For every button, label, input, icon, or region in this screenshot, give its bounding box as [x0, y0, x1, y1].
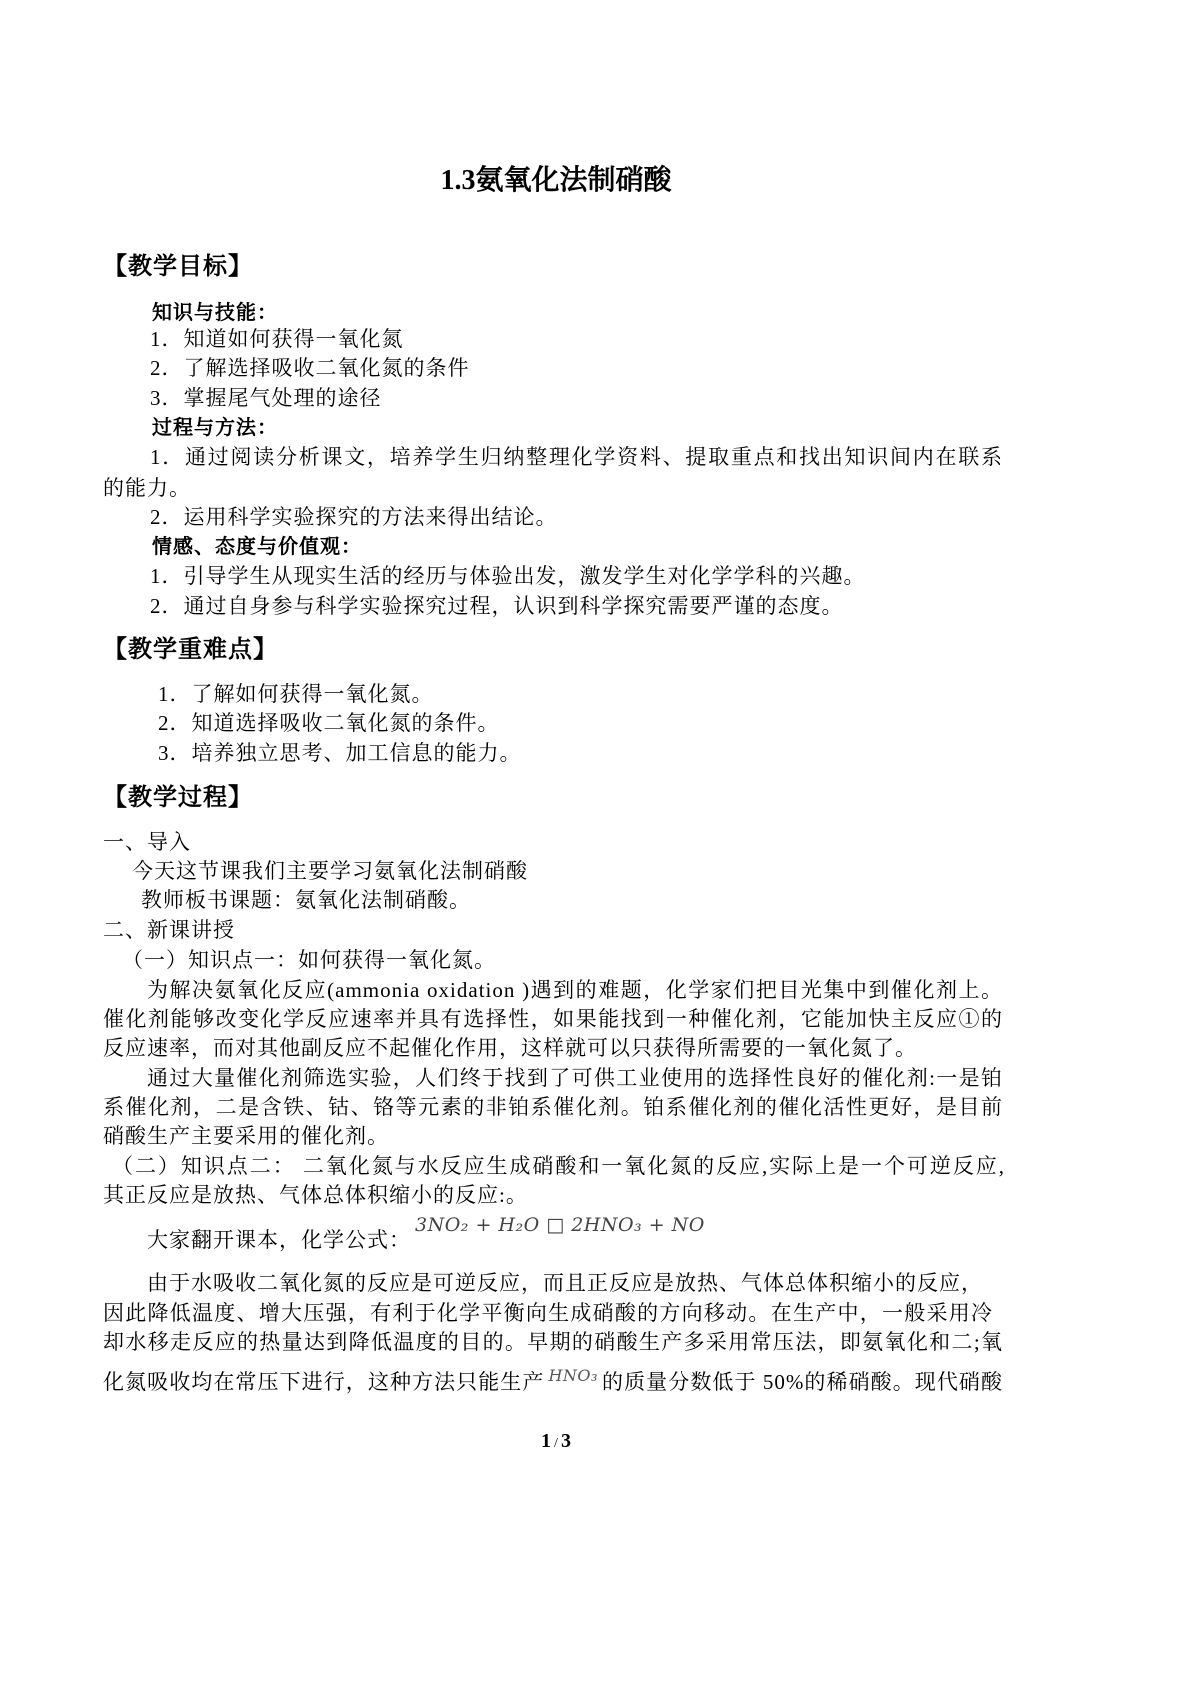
paragraph-line: 催化剂能够改变化学反应速率并具有选择性，如果能找到一种催化剂，它能加快主反应①的 [103, 1007, 1003, 1031]
paragraph-line: 硝酸生产主要采用的催化剂。 [103, 1124, 389, 1148]
subheading-process-methods: 过程与方法： [152, 417, 278, 439]
paragraph-line: 系催化剂，二是含铁、钴、铬等元素的非铂系催化剂。铂系催化剂的催化活性更好，是目前 [103, 1095, 1003, 1119]
chemical-equation: 3NO₂ + H₂O □ 2HNO₃ + NO [415, 1214, 705, 1236]
attitudes-item: 1．引导学生从现实生活的经历与体验出发，激发学生对化学学科的兴趣。 [150, 564, 866, 588]
paragraph-line: 因此降低温度、增大压强，有利于化学平衡向生成硝酸的方向移动。在生产中，一般采用冷 [103, 1301, 993, 1325]
intro-line: 教师板书课题：氨氧化法制硝酸。 [141, 888, 471, 912]
subheading-attitudes-values: 情感、态度与价值观： [152, 536, 362, 558]
intro-heading: 一、导入 [103, 830, 191, 854]
intro-line: 今天这节课我们主要学习氨氧化法制硝酸 [132, 859, 528, 883]
paragraph-text: 化氮吸收均在常压下进行，这种方法只能生产 [103, 1370, 545, 1394]
key-point-item: 1．了解如何获得一氧化氮。 [158, 682, 434, 706]
section-heading-key-points: 【教学重难点】 [103, 637, 278, 663]
document-title: 1.3氨氧化法制硝酸 [440, 165, 672, 196]
methods-item-line: 的能力。 [103, 476, 191, 500]
new-lesson-heading: 二、新课讲授 [103, 918, 235, 942]
key-point-item: 2．知道选择吸收二氧化氮的条件。 [158, 711, 500, 735]
total-pages: 3 [560, 1430, 571, 1452]
knowledge-item: 1．知道如何获得一氧化氮 [150, 327, 404, 351]
knowledge-point-2-line: （二）知识点二： 二氧化氮与水反应生成硝酸和一氧化氮的反应,实际上是一个可逆反应, [112, 1154, 1005, 1178]
paragraph-line: 通过大量催化剂筛选实验，人们终于找到了可供工业使用的选择性良好的催化剂:一是铂 [147, 1066, 1003, 1090]
page-number [0, 1429, 1112, 1456]
paragraph-line: 却水移走反应的热量达到降低温度的目的。早期的硝酸生产多采用常压法，即氨氧化和二;氧 [103, 1330, 1003, 1354]
paragraph-line [103, 1368, 1003, 1396]
paragraph-line: 为解决氨氧化反应(ammonia oxidation )遇到的难题，化学家们把目光集中到催化剂上。 [147, 978, 1003, 1002]
paragraph-line: 由于水吸收二氧化氮的反应是可逆反应，而且正反应是放热、气体总体积缩小的反应， [147, 1271, 983, 1295]
paragraph-text: 的质量分数低于 50%的稀硝酸。现代硝酸 [601, 1370, 1004, 1394]
inline-formula: HNO₃ [548, 1366, 598, 1385]
knowledge-point-1-heading: （一）知识点一：如何获得一氧化氮。 [122, 948, 496, 972]
section-heading-objectives: 【教学目标】 [103, 254, 253, 280]
page-separator: / [554, 1436, 558, 1451]
knowledge-item: 3．掌握尾气处理的途径 [150, 386, 382, 410]
textbook-prompt: 大家翻开课本，化学公式： [147, 1228, 411, 1252]
current-page: 1 [541, 1430, 552, 1452]
subheading-knowledge-skills: 知识与技能： [152, 302, 278, 324]
methods-item-line: 2．运用科学实验探究的方法来得出结论。 [150, 505, 558, 529]
methods-item-line: 1．通过阅读分析课文，培养学生归纳整理化学资料、提取重点和找出知识间内在联系 [150, 445, 1003, 469]
knowledge-item: 2．了解选择吸收二氧化氮的条件 [150, 356, 470, 380]
knowledge-point-2-line: 其正反应是放热、气体总体积缩小的反应:。 [103, 1183, 528, 1207]
key-point-item: 3．培养独立思考、加工信息的能力。 [158, 741, 522, 765]
paragraph-line: 反应速率，而对其他副反应不起催化作用，这样就可以只获得所需要的一氧化氮了。 [103, 1036, 917, 1060]
section-heading-teaching-process: 【教学过程】 [103, 785, 253, 811]
attitudes-item: 2．通过自身参与科学实验探究过程，认识到科学探究需要严谨的态度。 [150, 594, 844, 618]
